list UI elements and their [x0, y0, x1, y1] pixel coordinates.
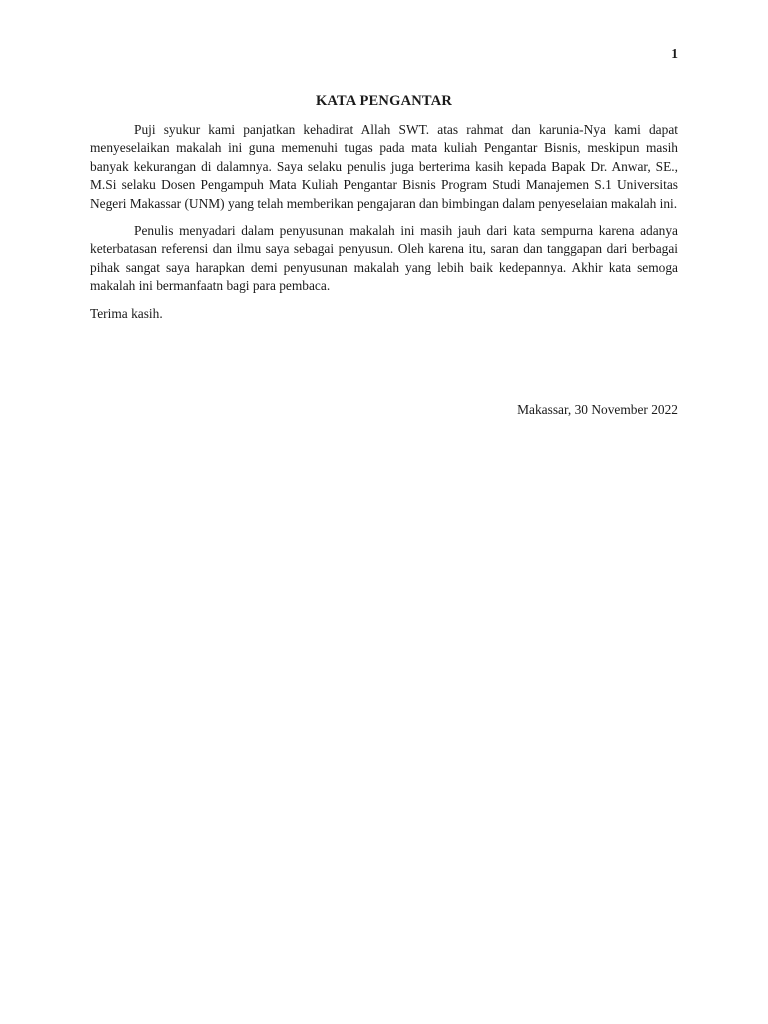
- page-title: KATA PENGANTAR: [315, 93, 453, 109]
- paragraph-1: Puji syukur kami panjatkan kehadirat Allah SWT. atas rahmat dan karunia-Nya kami dapat menyeselaikan makalah ini guna memenuhi tugas pada mata kuliah Pengantar Bisnis, meskipun masih banyak kekurangan di dalamnya. Saya selaku penulis juga berterima kasih kepada Bapak Dr. Anwar, SE., M.Si selaku Dosen Pengampuh Mata Kuliah Pengantar Bisnis Program Studi Manajemen S.1 Universitas Negeri Makassar (UNM) yang telah memberikan pengajaran dan bimbingan dalam penyeselaian makalah ini.: [90, 122, 678, 211]
- closing-text: Terima kasih.: [90, 305, 163, 321]
- document-body: [90, 121, 678, 332]
- place-date: Makassar, 30 November 2022: [517, 402, 678, 417]
- paragraph-2: Penulis menyadari dalam penyusunan makalah ini masih jauh dari kata sempurna karena adanya keterbatasan referensi dan ilmu saya sebagai penyusun. Oleh karena itu, saran dan tanggapan dari berbagai pihak sangat saya harapkan demi penyusunan makalah yang lebih baik kedepannya. Akhir kata semoga makalah ini bermanfaatn bagi para pembaca.: [90, 223, 678, 294]
- page-number: 1: [671, 46, 678, 61]
